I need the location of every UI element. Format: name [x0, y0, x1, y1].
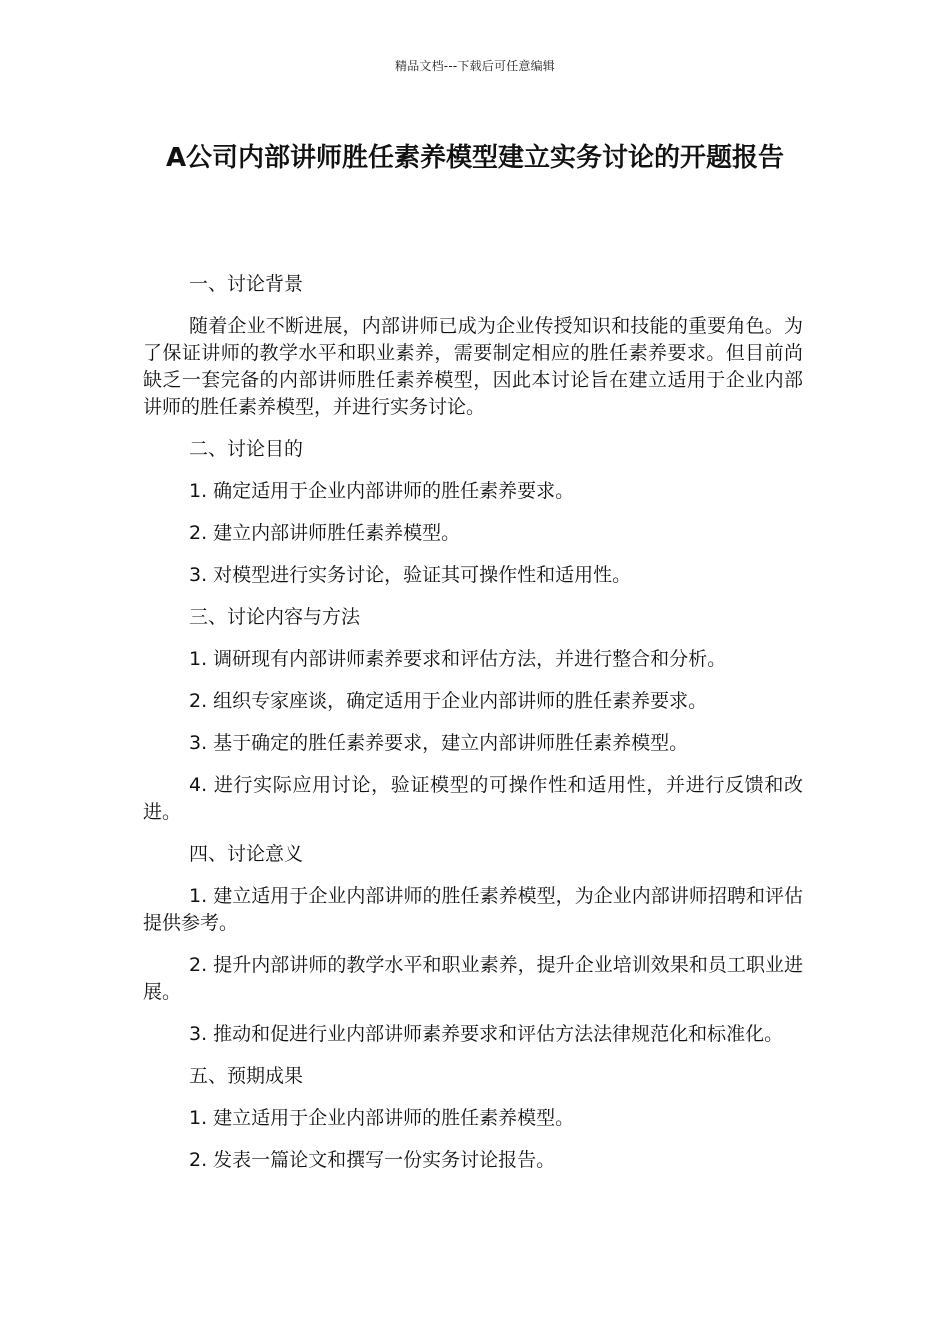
content-item-1: 1. 调研现有内部讲师素养要求和评估方法，并进行整合和分析。: [189, 648, 727, 670]
purpose-item-3: 3. 对模型进行实务讨论，验证其可操作性和适用性。: [189, 564, 632, 586]
section-heading-significance: 四、讨论意义: [189, 843, 304, 865]
purpose-item-1: 1. 确定适用于企业内部讲师的胜任素养要求。: [189, 480, 575, 502]
document-title: A公司内部讲师胜任素养模型建立实务讨论的开题报告: [165, 143, 785, 173]
section-heading-background: 一、讨论背景: [189, 273, 304, 295]
significance-item-3: 3. 推动和促进行业内部讲师素养要求和评估方法法律规范化和标准化。: [189, 1023, 784, 1045]
document-body: [143, 271, 803, 1189]
significance-item-1: 1. 建立适用于企业内部讲师的胜任素养模型，为企业内部讲师招聘和评估提供参考。: [143, 885, 803, 934]
results-item-1: 1. 建立适用于企业内部讲师的胜任素养模型。: [189, 1107, 575, 1129]
section-heading-content-methods: 三、讨论内容与方法: [189, 606, 361, 628]
section-heading-purpose: 二、讨论目的: [189, 438, 304, 460]
purpose-item-2: 2. 建立内部讲师胜任素养模型。: [189, 522, 461, 544]
section-heading-expected-results: 五、预期成果: [189, 1065, 304, 1087]
page-header: 精品文档---下载后可任意编辑: [395, 59, 555, 73]
results-item-2: 2. 发表一篇论文和撰写一份实务讨论报告。: [189, 1149, 556, 1171]
content-item-2: 2. 组织专家座谈，确定适用于企业内部讲师的胜任素养要求。: [189, 690, 708, 712]
background-paragraph: 随着企业不断进展，内部讲师已成为企业传授知识和技能的重要角色。为了保证讲师的教学水平和职业素养，需要制定相应的胜任素养要求。但目前尚缺乏一套完备的内部讲师胜任素养模型，因此本讨论旨在建立适用于企业内部讲师的胜任素养模型，并进行实务讨论。: [143, 315, 803, 418]
significance-item-2: 2. 提升内部讲师的教学水平和职业素养，提升企业培训效果和员工职业进展。: [143, 954, 803, 1003]
content-item-4: 4. 进行实际应用讨论，验证模型的可操作性和适用性，并进行反馈和改进。: [143, 774, 803, 823]
content-item-3: 3. 基于确定的胜任素养要求，建立内部讲师胜任素养模型。: [189, 732, 689, 754]
